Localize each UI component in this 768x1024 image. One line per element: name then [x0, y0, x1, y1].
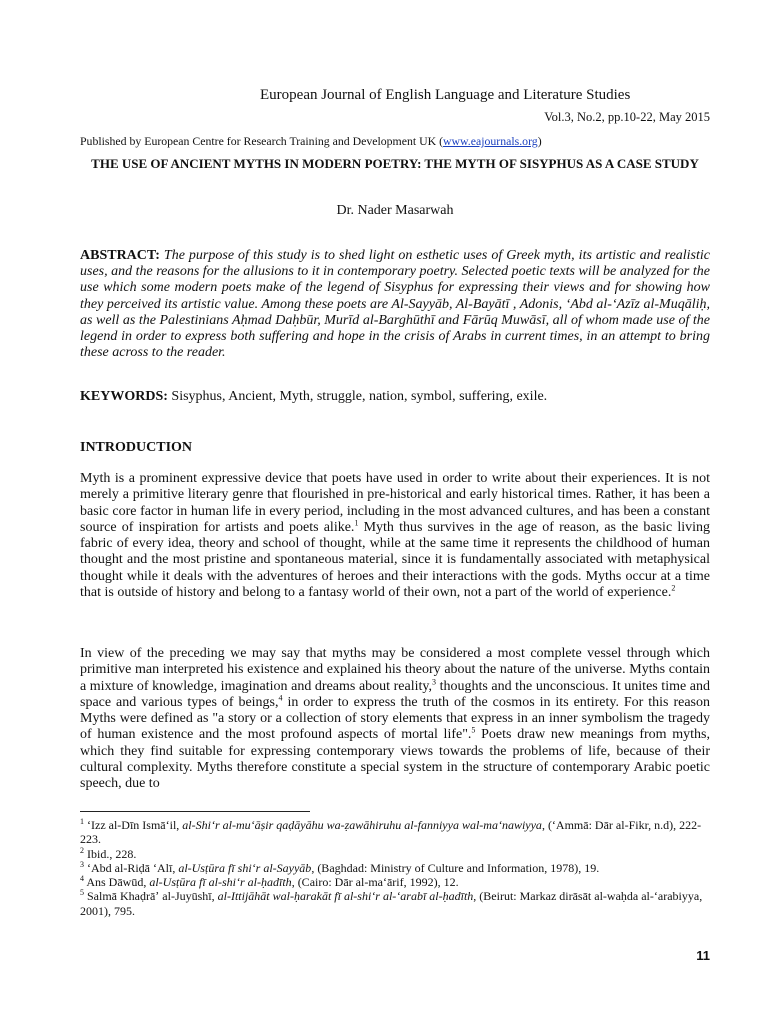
- keywords-text: Sisyphus, Ancient, Myth, struggle, nation, symbol, suffering, exile.: [171, 389, 548, 404]
- volume-info: Vol.3, No.2, pp.10-22, May 2015: [544, 110, 710, 124]
- footnote-text: , (Baghdad: Ministry of Culture and Information, 1978), 19.: [311, 860, 600, 875]
- footnote-ref-5[interactable]: 5: [471, 725, 476, 735]
- introduction-paragraph-1: [80, 471, 710, 601]
- introduction-paragraph-2: [80, 646, 710, 793]
- abstract-label: ABSTRACT:: [80, 248, 160, 263]
- footnote-2: [80, 847, 710, 861]
- page-number: 11: [696, 948, 710, 963]
- author-name: Dr. Nader Masarwah: [336, 203, 454, 218]
- publisher-line: [80, 134, 710, 149]
- journal-website-link[interactable]: www.eajournals.org: [443, 134, 538, 148]
- footnote-number: 5: [80, 888, 84, 898]
- abstract-text: The purpose of this study is to shed light on esthetic uses of Greek myth, its artistic and realistic uses, and the reasons for the allusions to it in contemporary poetry. Selected poetic texts will be analyzed for the use which some modern poets make of the legend of Sisyphus for expressing their views and for showing how they perceived its artistic value. Among these poets are Al-Sayyāb, Al-Bayātī , Adonis, ʻAbd al-ʻAzīz al-Muqāliḥ, as well as the Palestinians Aḥmad Daḥbūr, Murīd al-Barghūthī and Fārūq Muwāsī, all of whom made use of the legend in order to express both suffering and hope in the crisis of Arabs in current times, in an attempt to bring these across to the reader.: [80, 248, 710, 361]
- p1-text-a: Myth is a prominent expressive device that poets have used in order to write about their experiences. It is not merely a primitive literary genre that flourished in pre-historical and early historical times. Rather, it has been a basic core factor in human life in every period, including in the most advanced cultures, and has been a constant source of inspiration for artists and poets alike.: [80, 471, 710, 535]
- footnote-title: al-Ittijāhāt wal-ḥarakāt fī al-shiʻr al-ʻarabī al-ḥadīth: [217, 889, 474, 904]
- p2-text-a: In view of the preceding we may say that myths may be considered a most complete vessel through which primitive man interpreted his existence and explained his theory about the nature of the universe. Myths contain a mixture of knowledge, imagination and dreams about reality,: [80, 646, 710, 694]
- footnote-ref-3[interactable]: 3: [431, 676, 436, 686]
- footnote-number: 4: [80, 874, 84, 884]
- footnote-1: [80, 818, 710, 847]
- footnote-number: 1: [80, 817, 84, 826]
- footnote-number: 2: [80, 845, 84, 855]
- publisher-suffix: ): [537, 134, 542, 148]
- footnote-text: ʻIzz al-Dīn Ismāʻil,: [84, 818, 183, 832]
- footnote-text: Salmā Khaḍrāʼ al-Juyūshī,: [84, 889, 218, 904]
- footnote-ref-2[interactable]: 2: [671, 583, 676, 593]
- footnote-title: al-Usṭūra fī shiʻr al-Sayyāb: [178, 860, 312, 875]
- p2-text-d: Poets draw new meanings from myths, which they find suitable for expressing contemporary views towards the problems of life, because of their cultural complexity. Myths therefore constitute a special system in the structure of contemporary Arabic poetic speech, due to: [80, 727, 710, 792]
- p1-text-b: Myth thus survives in the age of reason, as the basic living fabric of every idea, theory and school of thought, while at the same time it represents the childhood of human thought and the most pristine and spontaneous material, since it is fundamentally associated with metaphysical thought while it deals with the adventures of heroes and their interactions with the gods. Myths occur at a time that is outside of history and belong to a fantasy world of their own, not a part of the world of experience.: [80, 519, 710, 601]
- footnote-5: [80, 889, 710, 918]
- footnote-title: al-Shiʻr al-muʻāṣir qaḍāyāhu wa-ẓawāhiruhu al-fanniyya wal-maʻnawiyya: [182, 818, 542, 832]
- footnote-number: 3: [80, 859, 84, 869]
- footnote-4: [80, 875, 710, 889]
- footnotes: [80, 818, 710, 918]
- publisher-text: Published by European Centre for Research Training and Development UK (: [80, 134, 444, 148]
- abstract: [80, 248, 710, 361]
- journal-name: European Journal of English Language and Literature Studies: [260, 87, 631, 103]
- footnote-text: , (ʻAmmā: Dār al-Fikr, n.d), 222-223.: [80, 818, 702, 847]
- keywords: [80, 389, 710, 405]
- footnote-text: Ibid., 228.: [84, 846, 137, 861]
- footnote-text: ʻAbd al-Riḍā ʻAlī,: [84, 860, 179, 875]
- paper-title: THE USE OF ANCIENT MYTHS IN MODERN POETRY: THE MYTH OF SISYPHUS AS A CASE STUDY: [91, 156, 699, 171]
- p2-text-c: in order to express the truth of the cosmos in its entirety. For this reason Myths were defined as "a story or a collection of story elements that express in an inner symbolism the tragedy of human existence and the most profound aspects of mortal life".: [80, 694, 710, 743]
- footnote-ref-4[interactable]: 4: [278, 693, 283, 703]
- footnote-divider: [80, 811, 310, 812]
- footnote-ref-1[interactable]: 1: [354, 518, 359, 528]
- keywords-label: KEYWORDS:: [80, 389, 168, 404]
- p2-text-b: thoughts and the unconscious. It unites time and space and various types of beings,: [80, 678, 710, 710]
- footnote-text: , (Beirut: Markaz dirāsāt al-waḥda al-ʻarabiyya, 2001), 795.: [80, 889, 703, 918]
- footnote-text: , (Cairo: Dār al-maʻārif, 1992), 12.: [291, 875, 459, 890]
- introduction-heading: INTRODUCTION: [80, 440, 193, 455]
- footnote-3: [80, 861, 710, 875]
- footnote-title: al-Usṭūra fī al-shiʻr al-ḥadīth: [149, 875, 292, 890]
- footnote-text: Ans Dāwūd,: [84, 875, 150, 890]
